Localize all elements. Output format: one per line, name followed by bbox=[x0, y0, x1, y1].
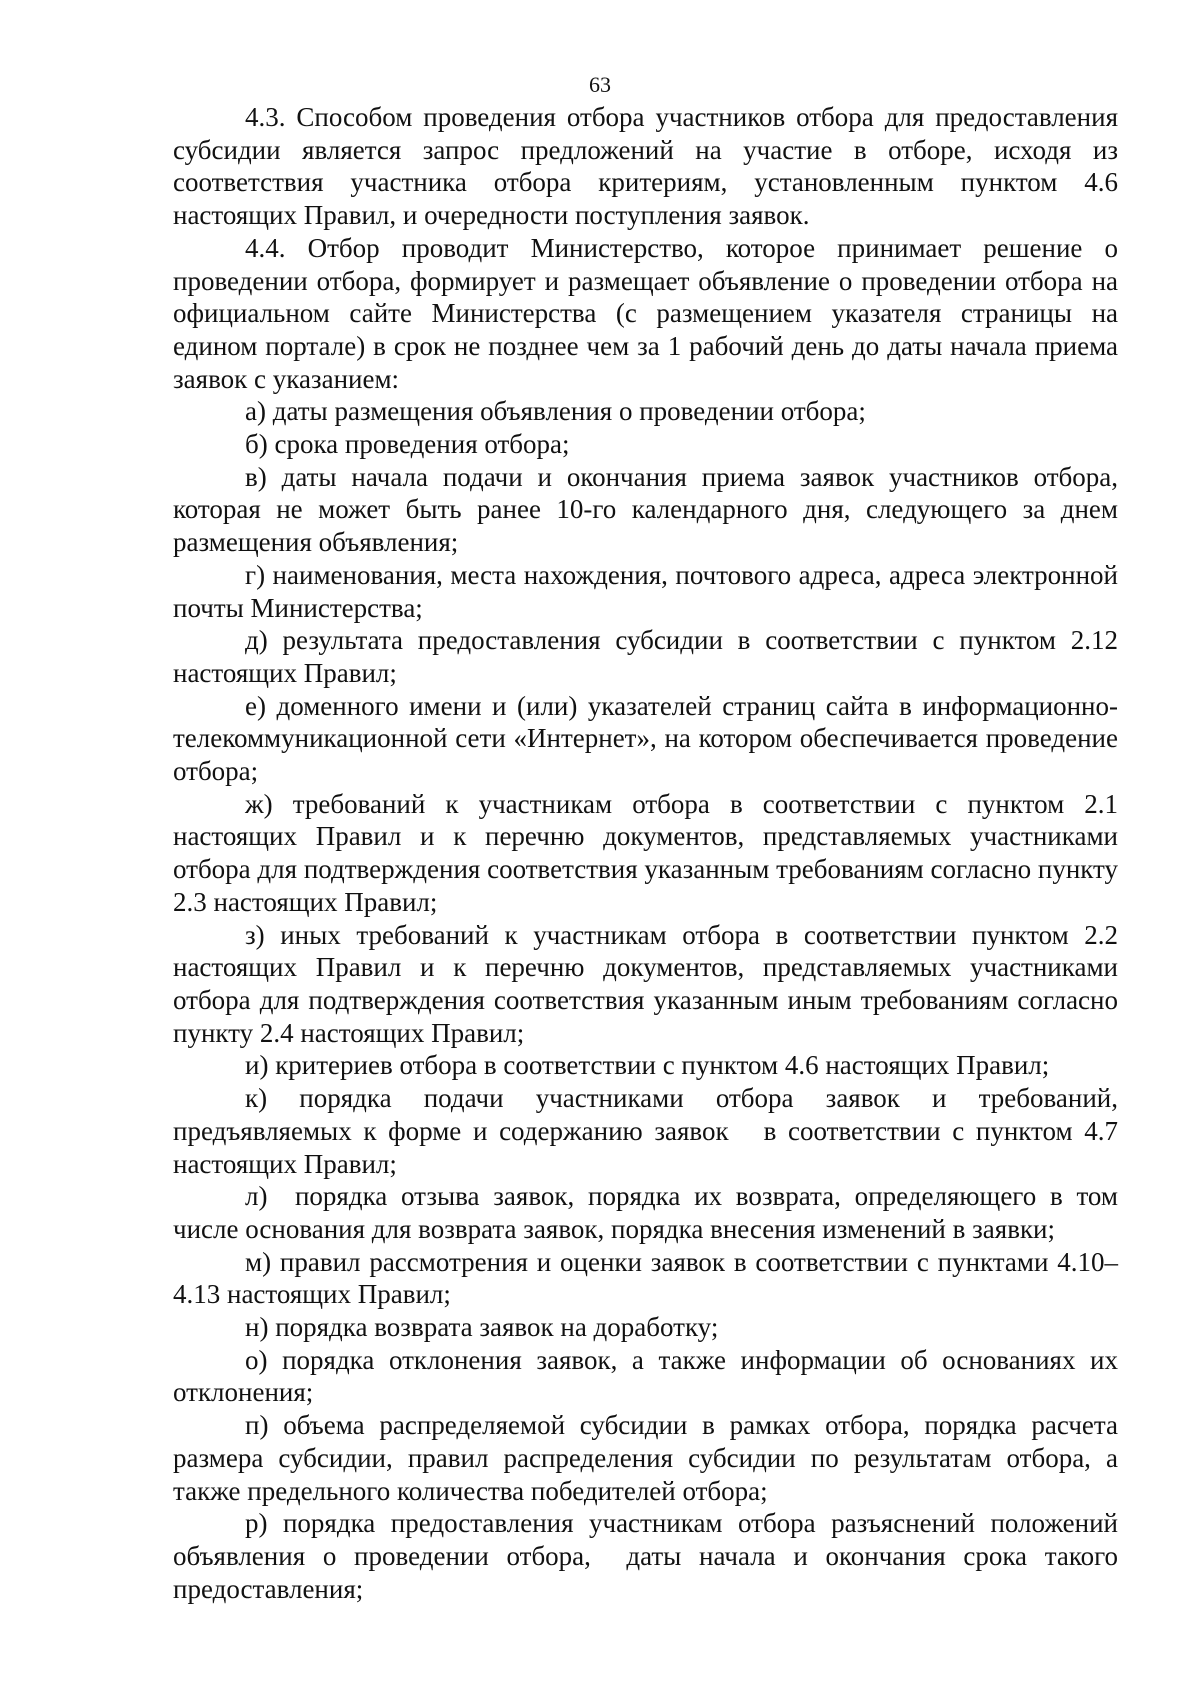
list-item-e: е) доменного имени и (или) указателей страниц сайта в информационно-телекоммуникационной сети «Интернет», на котором обеспечивается проведение отбора; bbox=[173, 690, 1125, 787]
page-number: 63 bbox=[589, 72, 611, 97]
list-item-z: з) иных требований к участникам отбора в соответствии пунктом 2.2 настоящих Правил и к перечню документов, представляемых участниками отбора для подтверждения соответствия указанным иным требованиям согласно пункту 2.4 настоящих Правил; bbox=[173, 919, 1125, 1048]
paragraph-4-4: 4.4. Отбор проводит Министерство, которое принимает решение о проведении отбора, формирует и размещает объявление о проведении отбора на официальном сайте Министерства (с размещением указателя страницы на едином портале) в срок не позднее чем за 1 рабочий день до даты начала приема заявок с указанием: bbox=[173, 232, 1125, 394]
list-item-v: в) даты начала подачи и окончания приема заявок участников отбора, которая не может быть ранее 10-го календарного дня, следующего за днем размещения объявления; bbox=[173, 461, 1125, 558]
list-item-o: о) порядка отклонения заявок, а также информации об основаниях их отклонения; bbox=[173, 1344, 1125, 1408]
list-item-l: л) порядка отзыва заявок, порядка их возврата, определяющего в том числе основания для возврата заявок, порядка внесения изменений в заявки; bbox=[173, 1181, 1125, 1244]
list-item-r: р) порядка предоставления участникам отбора разъяснений положений объявления о проведении отбора, даты начала и окончания срока такого предоставления; bbox=[173, 1508, 1125, 1604]
list-item-d: д) результата предоставления субсидии в соответствии с пунктом 2.12 настоящих Правил; bbox=[173, 625, 1125, 688]
list-item-k: к) порядка подачи участниками отбора заявок и требований, предъявляемых к форме и содержанию заявок в соответствии с пунктом 4.7 настоящих Правил; bbox=[173, 1083, 1125, 1179]
list-item-b: б) срока проведения отбора; bbox=[245, 429, 570, 460]
list-item-m: м) правил рассмотрения и оценки заявок в соответствии с пунктами 4.10–4.13 настоящих Правил; bbox=[173, 1246, 1118, 1310]
list-item-a: а) даты размещения объявления о проведении отбора; bbox=[245, 396, 866, 427]
list-item-zh: ж) требований к участникам отбора в соответствии с пунктом 2.1 настоящих Правил и к перечню документов, представляемых участниками отбора для подтверждения соответствия указанным требованиям согласно пункту 2.3 настоящих Правил; bbox=[173, 788, 1125, 917]
list-item-g: г) наименования, места нахождения, почтового адреса, адреса электронной почты Министерства; bbox=[173, 559, 1125, 623]
document-body bbox=[173, 101, 1125, 1605]
paragraph-4-3: 4.3. Способом проведения отбора участников отбора для предоставления субсидии является запрос предложений на участие в отборе, исходя из соответствия участника отбора критериям, установленным пунктом 4.6 настоящих Правил, и очередности поступления заявок. bbox=[173, 102, 1125, 231]
list-item-n: н) порядка возврата заявок на доработку; bbox=[245, 1312, 719, 1343]
list-item-p: п) объема распределяемой субсидии в рамках отбора, порядка расчета размера субсидии, правил распределения субсидии по результатам отбора, а также предельного количества победителей отбора; bbox=[173, 1410, 1125, 1506]
list-item-i: и) критериев отбора в соответствии с пунктом 4.6 настоящих Правил; bbox=[245, 1050, 1050, 1081]
